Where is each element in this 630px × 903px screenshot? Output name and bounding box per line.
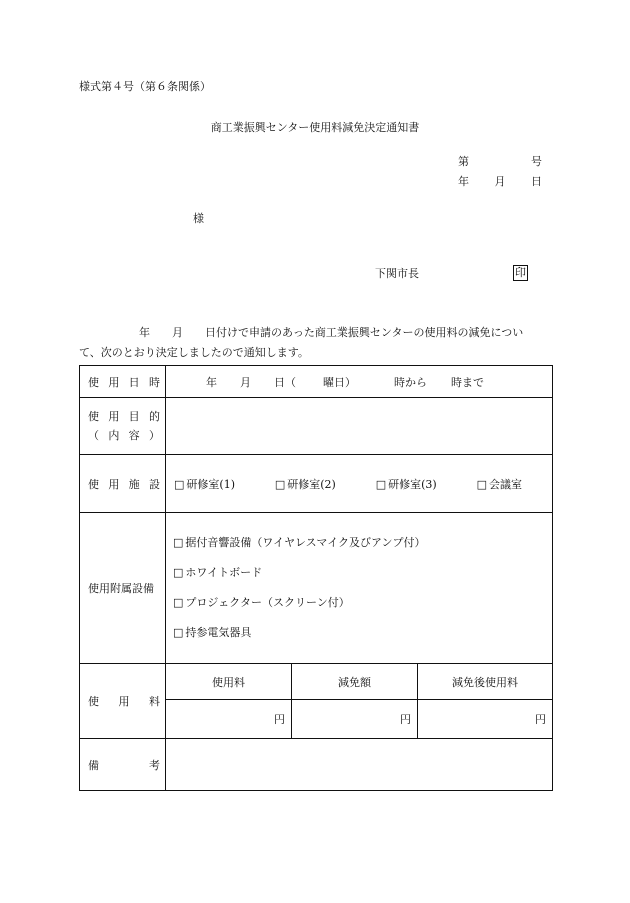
label-char: 用 — [118, 695, 132, 708]
usage-purpose-field[interactable] — [166, 398, 553, 455]
usage-date-year: 年 — [206, 376, 217, 389]
label-char: 目 — [128, 410, 142, 423]
checkbox-icon[interactable]: □ — [274, 477, 286, 491]
usage-date-field[interactable] — [166, 366, 553, 398]
label-char: 日 — [128, 375, 142, 389]
equipment-options — [166, 513, 553, 664]
usage-date-day: 日（ — [274, 376, 296, 389]
label-char: （ — [88, 429, 101, 442]
checkbox-icon[interactable]: □ — [173, 626, 184, 639]
facility-option-room3[interactable] — [376, 476, 437, 492]
checkbox-icon[interactable]: □ — [173, 566, 184, 579]
remarks-row — [80, 739, 553, 791]
facility-option-label: 研修室(1) — [186, 477, 235, 491]
usage-purpose-label — [80, 398, 166, 455]
label-char: 的 — [148, 410, 162, 423]
label-char: 設 — [148, 477, 162, 491]
yen-unit: 円 — [274, 713, 285, 726]
facility-option-label: 研修室(3) — [388, 477, 437, 491]
facility-label — [80, 455, 166, 513]
equipment-label: 使用附属設備 — [80, 513, 166, 664]
notice-body — [79, 323, 559, 363]
facility-row — [80, 455, 553, 513]
label-char: 容 — [128, 429, 142, 442]
label-char: 内 — [108, 429, 122, 442]
doc-number-prefix: 第 — [458, 155, 469, 168]
notice-body-line2: て、次のとおり決定しましたので通知します。 — [79, 346, 309, 359]
label-char: 考 — [149, 758, 162, 772]
body-year: 年 — [139, 326, 150, 339]
checkbox-icon[interactable]: □ — [173, 536, 184, 549]
issuer-name: 下関市長 — [375, 267, 419, 280]
addressee-suffix: 様 — [193, 212, 204, 225]
label-char: 使 — [88, 375, 101, 389]
facility-option-room1[interactable] — [174, 476, 235, 492]
usage-purpose-row — [80, 398, 553, 455]
doc-date-day: 日 — [531, 175, 542, 188]
doc-date-month: 月 — [494, 175, 506, 188]
facility-option-room2[interactable] — [275, 476, 336, 492]
label-char: 時 — [148, 375, 162, 389]
seal-mark: 印 — [515, 266, 526, 279]
body-line1-rest: 日付けで申請のあった商工業振興センターの使用料の減免につい — [205, 326, 524, 339]
equipment-row — [80, 513, 553, 664]
equipment-option-audio[interactable] — [173, 528, 552, 558]
checkbox-icon[interactable]: □ — [476, 477, 487, 491]
facility-option-conference[interactable] — [477, 476, 522, 492]
body-month: 月 — [172, 326, 183, 339]
fee-label — [80, 664, 166, 739]
doc-date-year: 年 — [458, 175, 469, 188]
label-char: 使 — [88, 695, 101, 708]
yen-unit: 円 — [535, 713, 547, 726]
label-char: 用 — [108, 410, 122, 423]
remarks-field[interactable] — [166, 739, 553, 791]
form-label: 様式第４号（第６条関係） — [79, 80, 211, 93]
checkbox-icon[interactable]: □ — [174, 477, 185, 491]
facility-option-label: 会議室 — [488, 477, 522, 491]
label-char: 使 — [88, 410, 101, 423]
usage-date-label — [80, 366, 166, 398]
label-char: 使 — [88, 477, 101, 491]
fee-after-amount[interactable] — [418, 700, 553, 739]
usage-date-month: 月 — [240, 376, 251, 389]
equipment-option-label: ホワイトボード — [185, 566, 263, 579]
document-title: 商工業振興センター使用料減免決定通知書 — [210, 121, 420, 134]
document-number — [458, 155, 542, 169]
equipment-option-own-device[interactable] — [173, 618, 552, 648]
usage-date-row — [80, 366, 553, 398]
fee-header-reduction: 減免額 — [292, 664, 418, 700]
checkbox-icon[interactable]: □ — [375, 477, 387, 491]
fee-header-usage: 使用料 — [166, 664, 292, 700]
equipment-option-label: プロジェクター（スクリーン付） — [185, 596, 350, 609]
usage-time-from: 時から — [394, 376, 427, 389]
fee-header-row — [80, 664, 553, 700]
fee-reduction-amount[interactable] — [292, 700, 418, 739]
label-char: ） — [148, 429, 162, 442]
label-char: 施 — [128, 477, 142, 491]
equipment-option-projector[interactable] — [173, 588, 552, 618]
fee-usage-amount[interactable] — [166, 700, 292, 739]
yen-unit: 円 — [400, 713, 411, 726]
checkbox-icon[interactable]: □ — [173, 596, 184, 609]
facility-options — [166, 455, 553, 513]
label-char: 備 — [88, 758, 101, 772]
equipment-option-label: 持参電気器具 — [185, 626, 252, 639]
usage-time-to: 時まで — [451, 376, 484, 389]
usage-date-weekday: 曜日） — [323, 376, 356, 389]
notice-body-line1 — [79, 323, 559, 343]
equipment-option-label: 据付音響設備（ワイヤレスマイク及びアンプ付） — [185, 536, 426, 549]
equipment-option-whiteboard[interactable] — [173, 558, 552, 588]
label-char: 料 — [149, 695, 162, 708]
fee-header-after: 減免後使用料 — [418, 664, 553, 700]
usage-details-table — [79, 365, 553, 791]
label-char: 用 — [108, 375, 122, 389]
doc-number-suffix: 号 — [531, 155, 542, 168]
document-date — [458, 175, 542, 189]
facility-option-label: 研修室(2) — [287, 477, 336, 491]
remarks-label — [80, 739, 166, 791]
label-char: 用 — [108, 477, 122, 491]
